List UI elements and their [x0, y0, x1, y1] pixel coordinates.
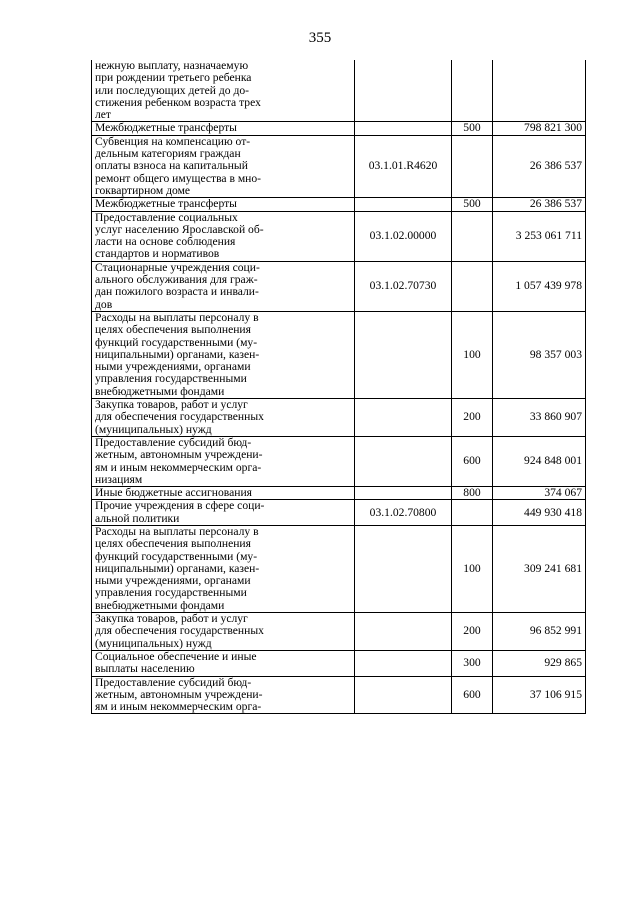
table-row [92, 261, 586, 311]
row-code [355, 198, 452, 211]
row-expense-type [452, 261, 493, 311]
row-code: 03.1.02.70730 [355, 261, 452, 311]
row-name-cell [92, 198, 355, 211]
row-name-cell [92, 60, 355, 122]
row-code [355, 650, 452, 676]
row-sum: 98 357 003 [493, 311, 586, 398]
table-row [92, 399, 586, 437]
row-expense-type [452, 211, 493, 261]
row-name: Субвенция на компенсацию от- дельным категориям граждан оплаты взноса на капитальный ремонт общего имущества в мно- гоквартирном доме [95, 134, 262, 197]
row-name: нежную выплату, назначаемую при рождении третьего ребенка или последующих детей до до- стижения ребенком возраста трех лет [95, 59, 261, 122]
row-sum: 929 865 [493, 650, 586, 676]
row-expense-type: 600 [452, 436, 493, 486]
row-name-cell [92, 500, 355, 526]
table-row [92, 311, 586, 398]
row-code [355, 613, 452, 651]
row-name: Закупка товаров, работ и услуг для обеспечения государственных (муниципальных) нужд [95, 612, 264, 650]
row-expense-type: 500 [452, 122, 493, 135]
row-name: Социальное обеспечение и иные выплаты населению [95, 649, 257, 676]
row-sum: 374 067 [493, 487, 586, 500]
row-name-cell [92, 122, 355, 135]
row-name: Межбюджетные трансферты [95, 121, 237, 135]
row-sum: 96 852 991 [493, 613, 586, 651]
row-sum: 3 253 061 711 [493, 211, 586, 261]
table-row [92, 198, 586, 211]
row-expense-type [452, 60, 493, 122]
row-name: Расходы на выплаты персоналу в целях обеспечения выполнения функций государственными (му- ниципальными) органами, казен- ными учреждениями, органами управления государственными внебюджетными фондами [95, 310, 260, 398]
table-row [92, 135, 586, 197]
row-name-cell [92, 261, 355, 311]
row-name: Стационарные учреждения соци- ального обслуживания для граж- дан пожилого возраста и инвали- дов [95, 260, 260, 311]
row-name-cell [92, 436, 355, 486]
row-name: Предоставление субсидий бюд- жетным, автономным учреждени- ям и иным некоммерческим орга- [95, 675, 263, 714]
row-sum: 449 930 418 [493, 500, 586, 526]
budget-table-body [92, 60, 586, 714]
row-expense-type: 600 [452, 676, 493, 714]
row-code: 03.1.02.70800 [355, 500, 452, 526]
table-row [92, 60, 586, 122]
row-name-cell [92, 399, 355, 437]
table-row [92, 487, 586, 500]
row-expense-type [452, 500, 493, 526]
row-code [355, 60, 452, 122]
row-code [355, 436, 452, 486]
table-row [92, 650, 586, 676]
row-name: Расходы на выплаты персоналу в целях обеспечения выполнения функций государственными (му- ниципальными) органами, казен- ными учреждениями, органами управления государственными внебюджетными фондами [95, 524, 260, 612]
table-row [92, 500, 586, 526]
row-expense-type: 300 [452, 650, 493, 676]
row-expense-type: 200 [452, 399, 493, 437]
row-sum: 26 386 537 [493, 198, 586, 211]
row-name: Предоставление субсидий бюд- жетным, автономным учреждени- ям и иным некоммерческим орга- низациям [95, 435, 263, 486]
row-name-cell [92, 613, 355, 651]
row-code [355, 487, 452, 500]
row-sum: 33 860 907 [493, 399, 586, 437]
row-sum: 798 821 300 [493, 122, 586, 135]
table-row [92, 676, 586, 714]
row-name-cell [92, 311, 355, 398]
row-expense-type: 100 [452, 525, 493, 612]
budget-table [91, 60, 586, 714]
row-code [355, 399, 452, 437]
row-name-cell [92, 487, 355, 500]
row-name-cell [92, 211, 355, 261]
row-sum: 309 241 681 [493, 525, 586, 612]
row-code [355, 525, 452, 612]
row-expense-type: 800 [452, 487, 493, 500]
table-row [92, 436, 586, 486]
row-name: Прочие учреждения в сфере соци- альной политики [95, 499, 265, 525]
row-expense-type: 500 [452, 198, 493, 211]
table-row [92, 613, 586, 651]
page-number: 355 [308, 30, 332, 46]
row-name-cell [92, 676, 355, 714]
row-code [355, 311, 452, 398]
row-name: Межбюджетные трансферты [95, 197, 237, 211]
row-expense-type: 100 [452, 311, 493, 398]
row-name: Предоставление социальных услуг населению Ярославской об- ласти на основе соблюдения стандартов и нормативов [95, 210, 264, 261]
row-code: 03.1.01.R4620 [355, 135, 452, 197]
row-name-cell [92, 650, 355, 676]
row-name-cell [92, 135, 355, 197]
row-sum: 924 848 001 [493, 436, 586, 486]
row-sum: 26 386 537 [493, 135, 586, 197]
row-sum [493, 60, 586, 122]
row-code [355, 122, 452, 135]
row-expense-type: 200 [452, 613, 493, 651]
table-row [92, 525, 586, 612]
row-sum: 1 057 439 978 [493, 261, 586, 311]
row-sum: 37 106 915 [493, 676, 586, 714]
row-name: Закупка товаров, работ и услуг для обеспечения государственных (муниципальных) нужд [95, 398, 264, 436]
row-name: Иные бюджетные ассигнования [95, 486, 252, 500]
table-row [92, 122, 586, 135]
row-code [355, 676, 452, 714]
table-row [92, 211, 586, 261]
row-name-cell [92, 525, 355, 612]
row-code: 03.1.02.00000 [355, 211, 452, 261]
row-expense-type [452, 135, 493, 197]
